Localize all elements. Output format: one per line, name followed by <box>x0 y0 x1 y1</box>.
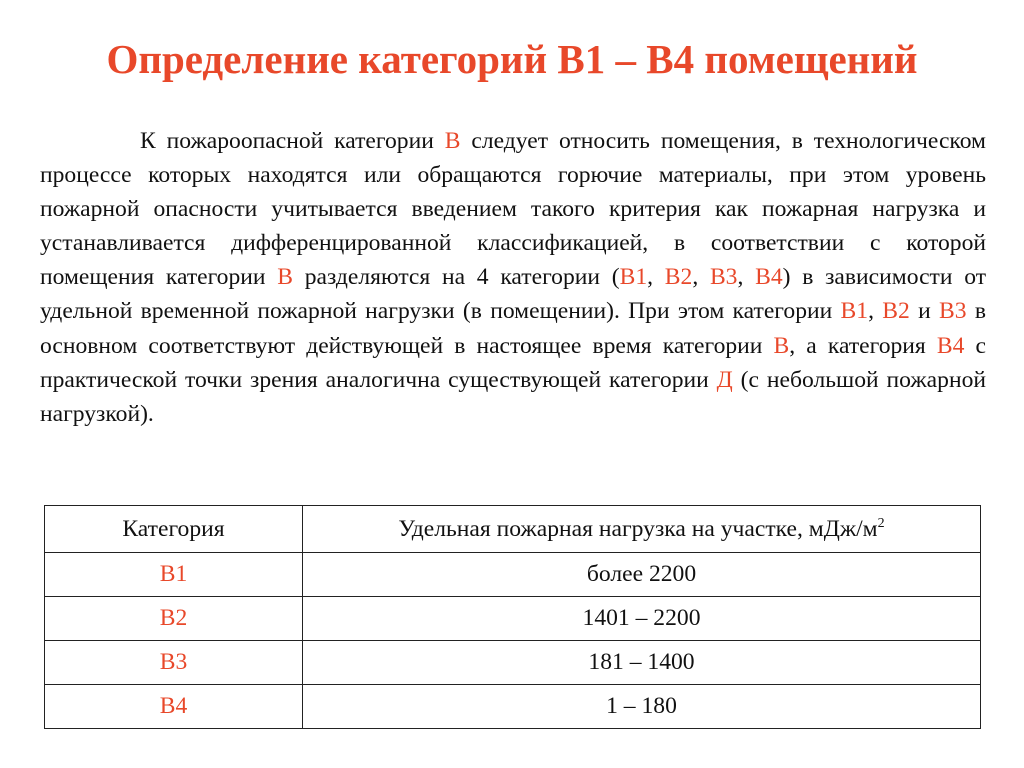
highlight-category: Д <box>716 366 733 393</box>
paragraph-text: с практической точки зрения аналогична существующей категории <box>40 332 986 393</box>
header-category: Категория <box>45 506 303 553</box>
row-category: В2 <box>45 597 303 641</box>
body-paragraph <box>40 124 986 431</box>
header-fire-load-sup: 2 <box>877 515 885 531</box>
highlight-category: В2 <box>882 298 910 325</box>
slide-title: Определение категорий В1 – В4 помещений <box>106 36 918 82</box>
header-fire-load-text: Удельная пожарная нагрузка на участке, мДж/м <box>398 515 878 542</box>
highlight-category: В1 <box>619 264 648 291</box>
paragraph-text: , <box>737 264 756 291</box>
paragraph-text: , а категория <box>789 332 937 359</box>
table-header-row <box>45 506 981 553</box>
paragraph-text: , <box>647 264 665 291</box>
highlight-category: В <box>773 332 790 359</box>
table-row <box>45 685 981 729</box>
paragraph-text: ) в зависимости от удельной временной пожарной нагрузки (в помещении). При этом категории <box>40 264 987 325</box>
row-category: В3 <box>45 641 303 685</box>
row-fire-load: 1401 – 2200 <box>303 597 981 641</box>
highlight-category: В3 <box>939 298 967 325</box>
paragraph-text: и <box>909 298 940 325</box>
paragraph-text: , <box>868 298 883 325</box>
row-fire-load: более 2200 <box>303 553 981 597</box>
row-category: В4 <box>45 685 303 729</box>
paragraph-text: (с небольшой пожарной нагрузкой). <box>40 366 986 427</box>
highlight-category: В <box>277 264 294 291</box>
paragraph-text: разделяются на 4 категории ( <box>293 264 620 291</box>
table-row <box>45 641 981 685</box>
paragraph-text: следует относить помещения, в технологическом процессе которых находятся или обращаются горючие материалы, при этом уровень пожарной опасности учитывается введением такого критерия как пожарная нагрузка и устанавливается дифференцированной классификацией, в соответствии с которой помещения категории <box>40 128 986 291</box>
highlight-category: В1 <box>840 298 869 325</box>
table-row <box>45 553 981 597</box>
header-fire-load <box>303 506 981 553</box>
paragraph-text: , <box>692 264 710 291</box>
row-fire-load: 1 – 180 <box>303 685 981 729</box>
fire-load-table <box>44 505 981 729</box>
highlight-category: В4 <box>755 264 783 291</box>
highlight-category: В3 <box>709 264 738 291</box>
highlight-category: В <box>444 128 461 154</box>
table-row <box>45 597 981 641</box>
paragraph-text: К пожароопасной категории <box>140 128 445 154</box>
highlight-category: В4 <box>936 332 965 359</box>
row-category: В1 <box>45 553 303 597</box>
paragraph-text: в основном соответствуют действующей в настоящее время категории <box>40 298 986 359</box>
row-fire-load: 181 – 1400 <box>303 641 981 685</box>
highlight-category: В2 <box>664 264 693 291</box>
